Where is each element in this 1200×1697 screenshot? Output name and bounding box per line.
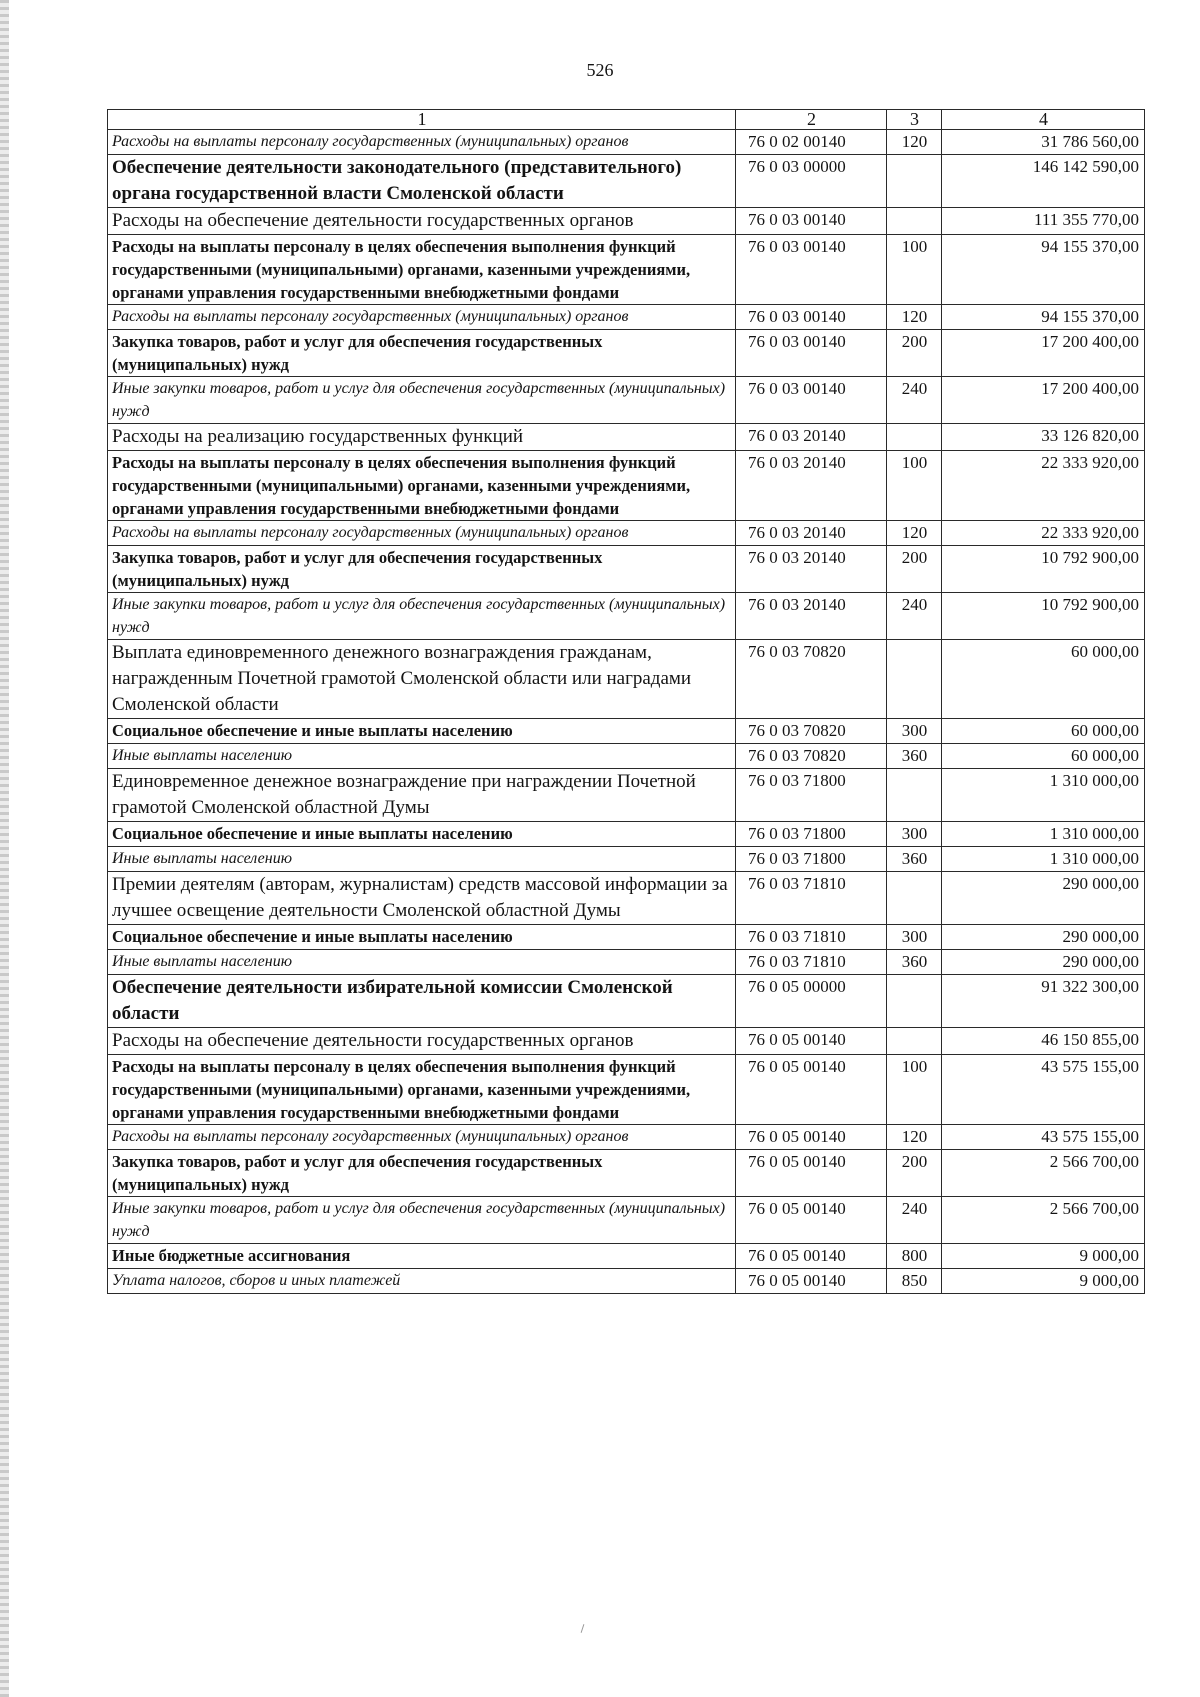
table-row	[108, 872, 1145, 925]
row-name: Социальное обеспечение и иные выплаты населению	[108, 925, 736, 950]
row-amount: 10 792 900,00	[942, 593, 1145, 640]
row-amount: 9 000,00	[942, 1269, 1145, 1294]
row-name: Расходы на выплаты персоналу государственных (муниципальных) органов	[108, 521, 736, 546]
table-row	[108, 1055, 1145, 1125]
row-amount: 31 786 560,00	[942, 130, 1145, 155]
row-name: Закупка товаров, работ и услуг для обеспечения государственных (муниципальных) нужд	[108, 330, 736, 377]
row-amount: 43 575 155,00	[942, 1055, 1145, 1125]
row-amount: 1 310 000,00	[942, 847, 1145, 872]
table-row	[108, 847, 1145, 872]
row-kind	[887, 208, 942, 235]
table-row	[108, 925, 1145, 950]
row-name: Обеспечение деятельности законодательного (представительного) органа государственной власти Смоленской области	[108, 155, 736, 208]
row-kind: 360	[887, 744, 942, 769]
row-code: 76 0 03 00140	[736, 330, 887, 377]
row-amount: 60 000,00	[942, 744, 1145, 769]
table-row	[108, 424, 1145, 451]
row-name: Обеспечение деятельности избирательной комиссии Смоленской области	[108, 975, 736, 1028]
budget-table	[107, 109, 1145, 1294]
header-col-2: 2	[736, 110, 887, 130]
table-row	[108, 377, 1145, 424]
row-kind: 240	[887, 1197, 942, 1244]
table-row	[108, 822, 1145, 847]
row-kind	[887, 640, 942, 719]
row-amount: 2 566 700,00	[942, 1150, 1145, 1197]
row-name: Выплата единовременного денежного вознаграждения гражданам, награжденным Почетной грамотой Смоленской области или наградами Смоленской области	[108, 640, 736, 719]
row-amount: 290 000,00	[942, 872, 1145, 925]
row-name: Расходы на выплаты персоналу в целях обеспечения выполнения функций государственными (муниципальными) органами, казенными учреждениями, органами управления государственными внебюджетными фондами	[108, 235, 736, 305]
scan-edge	[0, 0, 9, 1697]
table-row	[108, 1197, 1145, 1244]
row-name: Расходы на выплаты персоналу государственных (муниципальных) органов	[108, 305, 736, 330]
row-kind: 850	[887, 1269, 942, 1294]
header-col-4: 4	[942, 110, 1145, 130]
row-kind: 300	[887, 822, 942, 847]
table-row	[108, 950, 1145, 975]
table-row	[108, 1125, 1145, 1150]
header-col-1: 1	[108, 110, 736, 130]
row-name: Иные закупки товаров, работ и услуг для обеспечения государственных (муниципальных) нужд	[108, 1197, 736, 1244]
row-code: 76 0 03 20140	[736, 424, 887, 451]
row-kind	[887, 872, 942, 925]
row-amount: 290 000,00	[942, 950, 1145, 975]
row-code: 76 0 03 20140	[736, 521, 887, 546]
table-header	[108, 110, 1145, 130]
row-code: 76 0 03 70820	[736, 719, 887, 744]
table-row	[108, 593, 1145, 640]
table-row	[108, 744, 1145, 769]
row-kind: 300	[887, 719, 942, 744]
row-kind: 120	[887, 1125, 942, 1150]
row-amount: 43 575 155,00	[942, 1125, 1145, 1150]
row-code: 76 0 03 71800	[736, 847, 887, 872]
row-amount: 91 322 300,00	[942, 975, 1145, 1028]
header-col-3: 3	[887, 110, 942, 130]
table-row	[108, 1244, 1145, 1269]
page-number: 526	[586, 60, 614, 80]
header-row	[108, 110, 1145, 130]
table-row	[108, 546, 1145, 593]
row-kind	[887, 769, 942, 822]
row-code: 76 0 03 71800	[736, 822, 887, 847]
row-code: 76 0 05 00000	[736, 975, 887, 1028]
row-name: Расходы на реализацию государственных функций	[108, 424, 736, 451]
row-amount: 60 000,00	[942, 640, 1145, 719]
row-amount: 94 155 370,00	[942, 235, 1145, 305]
row-code: 76 0 03 00000	[736, 155, 887, 208]
table-row	[108, 769, 1145, 822]
row-code: 76 0 03 00140	[736, 208, 887, 235]
row-kind: 120	[887, 521, 942, 546]
table-row	[108, 208, 1145, 235]
row-code: 76 0 03 71810	[736, 925, 887, 950]
row-kind: 100	[887, 451, 942, 521]
row-kind: 360	[887, 847, 942, 872]
table-row	[108, 155, 1145, 208]
row-name: Уплата налогов, сборов и иных платежей	[108, 1269, 736, 1294]
row-code: 76 0 03 70820	[736, 744, 887, 769]
row-amount: 22 333 920,00	[942, 451, 1145, 521]
row-name: Расходы на выплаты персоналу в целях обеспечения выполнения функций государственными (муниципальными) органами, казенными учреждениями, органами управления государственными внебюджетными фондами	[108, 451, 736, 521]
row-name: Расходы на обеспечение деятельности государственных органов	[108, 208, 736, 235]
row-amount: 146 142 590,00	[942, 155, 1145, 208]
row-kind: 240	[887, 377, 942, 424]
row-kind: 100	[887, 235, 942, 305]
row-name: Закупка товаров, работ и услуг для обеспечения государственных (муниципальных) нужд	[108, 1150, 736, 1197]
row-code: 76 0 03 20140	[736, 451, 887, 521]
table-row	[108, 640, 1145, 719]
row-amount: 2 566 700,00	[942, 1197, 1145, 1244]
row-code: 76 0 03 00140	[736, 235, 887, 305]
row-code: 76 0 05 00140	[736, 1197, 887, 1244]
row-name: Единовременное денежное вознаграждение при награждении Почетной грамотой Смоленской областной Думы	[108, 769, 736, 822]
row-kind: 120	[887, 305, 942, 330]
row-name: Иные бюджетные ассигнования	[108, 1244, 736, 1269]
row-name: Иные выплаты населению	[108, 744, 736, 769]
row-name: Иные выплаты населению	[108, 950, 736, 975]
row-amount: 94 155 370,00	[942, 305, 1145, 330]
row-kind: 360	[887, 950, 942, 975]
row-name: Расходы на выплаты персоналу государственных (муниципальных) органов	[108, 130, 736, 155]
row-amount: 111 355 770,00	[942, 208, 1145, 235]
row-amount: 10 792 900,00	[942, 546, 1145, 593]
row-amount: 17 200 400,00	[942, 330, 1145, 377]
row-code: 76 0 03 00140	[736, 305, 887, 330]
table-row	[108, 521, 1145, 546]
row-amount: 60 000,00	[942, 719, 1145, 744]
row-amount: 33 126 820,00	[942, 424, 1145, 451]
row-code: 76 0 05 00140	[736, 1150, 887, 1197]
row-amount: 9 000,00	[942, 1244, 1145, 1269]
row-amount: 290 000,00	[942, 925, 1145, 950]
row-name: Расходы на выплаты персоналу в целях обеспечения выполнения функций государственными (муниципальными) органами, казенными учреждениями, органами управления государственными внебюджетными фондами	[108, 1055, 736, 1125]
row-code: 76 0 05 00140	[736, 1125, 887, 1150]
row-kind	[887, 1028, 942, 1055]
scan-mark	[581, 1624, 585, 1633]
row-code: 76 0 05 00140	[736, 1244, 887, 1269]
row-kind: 120	[887, 130, 942, 155]
row-code: 76 0 03 71800	[736, 769, 887, 822]
row-name: Социальное обеспечение и иные выплаты населению	[108, 822, 736, 847]
row-kind: 800	[887, 1244, 942, 1269]
row-code: 76 0 05 00140	[736, 1055, 887, 1125]
row-name: Социальное обеспечение и иные выплаты населению	[108, 719, 736, 744]
row-name: Иные закупки товаров, работ и услуг для обеспечения государственных (муниципальных) нужд	[108, 593, 736, 640]
row-amount: 17 200 400,00	[942, 377, 1145, 424]
table-row	[108, 975, 1145, 1028]
table-row	[108, 1028, 1145, 1055]
row-code: 76 0 03 71810	[736, 872, 887, 925]
row-kind: 200	[887, 1150, 942, 1197]
row-code: 76 0 03 70820	[736, 640, 887, 719]
row-kind: 200	[887, 546, 942, 593]
row-amount: 22 333 920,00	[942, 521, 1145, 546]
row-code: 76 0 03 00140	[736, 377, 887, 424]
row-name: Расходы на обеспечение деятельности государственных органов	[108, 1028, 736, 1055]
row-name: Премии деятелям (авторам, журналистам) средств массовой информации за лучшее освещение деятельности Смоленской областной Думы	[108, 872, 736, 925]
row-name: Закупка товаров, работ и услуг для обеспечения государственных (муниципальных) нужд	[108, 546, 736, 593]
row-code: 76 0 03 20140	[736, 546, 887, 593]
row-name: Иные закупки товаров, работ и услуг для обеспечения государственных (муниципальных) нужд	[108, 377, 736, 424]
row-code: 76 0 03 20140	[736, 593, 887, 640]
table-row	[108, 330, 1145, 377]
row-kind: 240	[887, 593, 942, 640]
row-amount: 46 150 855,00	[942, 1028, 1145, 1055]
row-code: 76 0 05 00140	[736, 1269, 887, 1294]
row-kind	[887, 424, 942, 451]
table-row	[108, 130, 1145, 155]
table-body	[108, 130, 1145, 1294]
row-kind	[887, 975, 942, 1028]
row-code: 76 0 03 71810	[736, 950, 887, 975]
table-row	[108, 235, 1145, 305]
table-row	[108, 1150, 1145, 1197]
table-row	[108, 1269, 1145, 1294]
row-kind: 100	[887, 1055, 942, 1125]
row-kind	[887, 155, 942, 208]
row-amount: 1 310 000,00	[942, 822, 1145, 847]
row-amount: 1 310 000,00	[942, 769, 1145, 822]
row-name: Иные выплаты населению	[108, 847, 736, 872]
table-row	[108, 719, 1145, 744]
row-kind: 300	[887, 925, 942, 950]
table-row	[108, 305, 1145, 330]
row-code: 76 0 05 00140	[736, 1028, 887, 1055]
row-kind: 200	[887, 330, 942, 377]
row-name: Расходы на выплаты персоналу государственных (муниципальных) органов	[108, 1125, 736, 1150]
table-row	[108, 451, 1145, 521]
row-code: 76 0 02 00140	[736, 130, 887, 155]
